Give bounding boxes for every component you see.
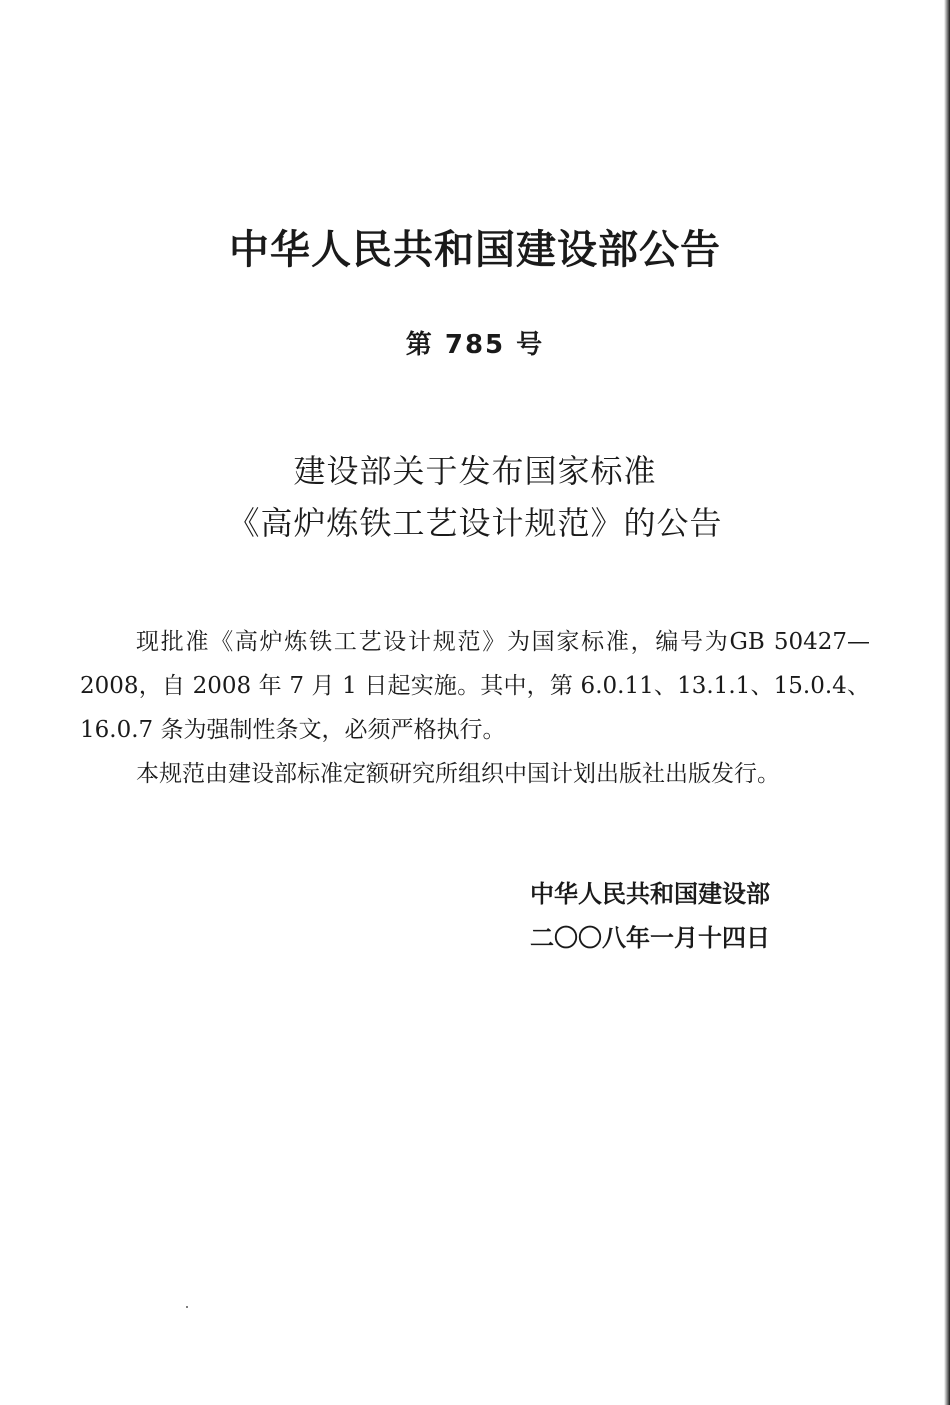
notice-heading-line-2: 《高炉炼铁工艺设计规范》的公告 [227, 504, 723, 542]
announcement-number: 第 785 号 [405, 330, 545, 360]
signature-date: 二〇〇八年一月十四日 [530, 924, 770, 952]
ministry-announcement-title: 中华人民共和国建设部公告 [229, 227, 721, 273]
notice-heading-line-1: 建设部关于发布国家标准 [293, 452, 657, 490]
signature-organization: 中华人民共和国建设部 [530, 880, 770, 908]
approval-paragraph: 现批准《高炉炼铁工艺设计规范》为国家标准，编号为GB 50427—2008，自 2008 年 7 月 1 日起实施。其中，第 6.0.11、13.1.1、15.0.4、16.0.7 条为强制性条文，必须严格执行。 [80, 629, 870, 743]
scan-speck [186, 1306, 188, 1308]
page-edge-shadow [944, 0, 950, 1405]
notice-body [80, 620, 870, 796]
notice-heading [0, 445, 950, 549]
publisher-paragraph: 本规范由建设部标准定额研究所组织中国计划出版社出版发行。 [136, 761, 780, 787]
signature-block [530, 872, 770, 960]
